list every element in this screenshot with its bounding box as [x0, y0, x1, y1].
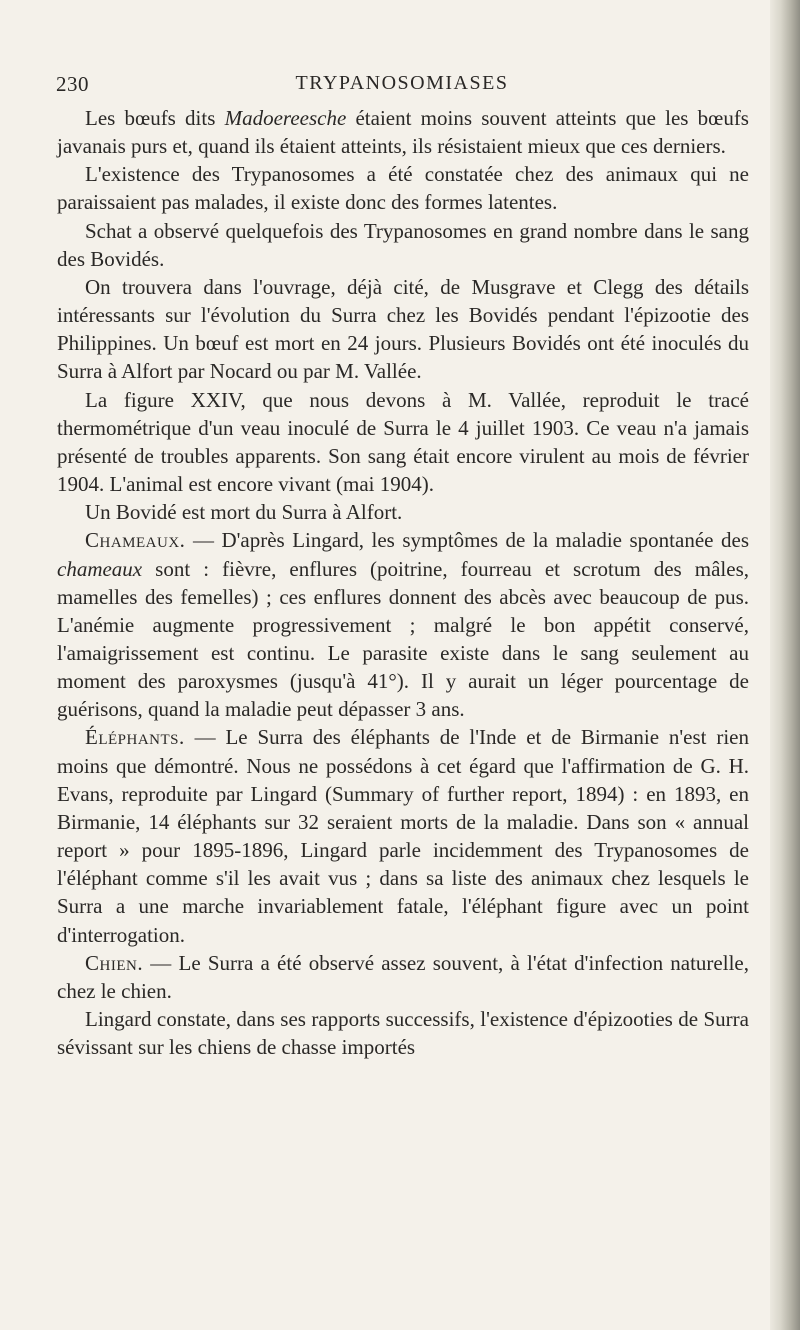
paragraph [57, 723, 749, 948]
paragraph [57, 949, 749, 1005]
text-run: — Le Surra a été observé assez souvent, à l'état d'infection naturelle, chez le chien. [57, 950, 749, 1003]
page-header [56, 72, 748, 102]
italic-term: Madoereesche [224, 106, 347, 130]
text-run: sont : fièvre, enflures (poitrine, fourreau et scrotum des mâles, mamelles des femelles) ; ces enflures donnent des abcès avec beaucoup de pus. L'anémie augmente progressivement ; malgré le bon appétit conservé, l'amaigrissement est continu. Le parasite existe dans le sang seulement au moment des paroxysmes (jusqu'à 41°). Il y aurait un léger pourcentage de guérisons, quand la maladie peut dépasser 3 ans. [57, 556, 749, 722]
section-heading: Chameaux. [85, 528, 186, 553]
body-text [57, 104, 749, 1061]
text-run: étaient moins souvent atteints que les bœufs javanais purs et, quand ils étaient atteints, ils résistaient mieux que ces derniers. [57, 106, 749, 159]
running-title: TRYPANOSOMIASES [295, 72, 509, 94]
page-number: 230 [56, 72, 89, 96]
italic-term: chameaux [57, 556, 143, 581]
section-heading: Chien. [85, 950, 144, 975]
paragraph: Schat a observé quelquefois des Trypanosomes en grand nombre dans le sang des Bovidés. [57, 218, 749, 271]
section-heading: Éléphants. [85, 725, 185, 750]
text-run: Les bœufs dits [85, 106, 225, 130]
paragraph: L'existence des Trypanosomes a été constatée chez des animaux qui ne paraissaient pas malades, il existe donc des formes latentes. [57, 162, 749, 215]
paragraph: La figure XXIV, que nous devons à M. Vallée, reproduit le tracé thermométrique d'un veau inoculé de Surra le 4 juillet 1903. Ce veau n'a jamais présenté de troubles apparents. Son sang était encore virulent au mois de février 1904. L'animal est encore vivant (mai 1904). [57, 387, 749, 497]
text-run: — D'après Lingard, les symptômes de la maladie spontanée des [185, 528, 749, 553]
page-edge-shadow [770, 0, 800, 1330]
paragraph [57, 526, 749, 723]
paragraph: On trouvera dans l'ouvrage, déjà cité, de Musgrave et Clegg des détails intéressants sur l'évolution du Surra chez les Bovidés pendant l'épizootie des Philippines. Un bœuf est mort en 24 jours. Plusieurs Bovidés ont été inoculés du Surra à Alfort par Nocard ou par M. Vallée. [57, 274, 749, 384]
paragraph: Lingard constate, dans ses rapports successifs, l'existence d'épizooties de Surra sévissant sur les chiens de chasse importés [57, 1007, 749, 1060]
text-run: — Le Surra des éléphants de l'Inde et de Birmanie n'est rien moins que démontré. Nous ne possédons à cet égard que l'affirmation de G. H. Evans, reproduite par Lingard (Summary of further report, 1894) : en 1893, en Birmanie, 14 éléphants sur 32 seraient morts de la maladie. Dans son « annual report » pour 1895-1896, Lingard parle incidemment des Trypanosomes de l'éléphant comme s'il les avait vus ; dans sa liste des animaux chez lesquels le Surra a une marche invariablement fatale, l'éléphant figure avec un point d'interrogation. [57, 725, 749, 947]
paragraph [57, 104, 749, 160]
paragraph: Un Bovidé est mort du Surra à Alfort. [85, 500, 403, 525]
